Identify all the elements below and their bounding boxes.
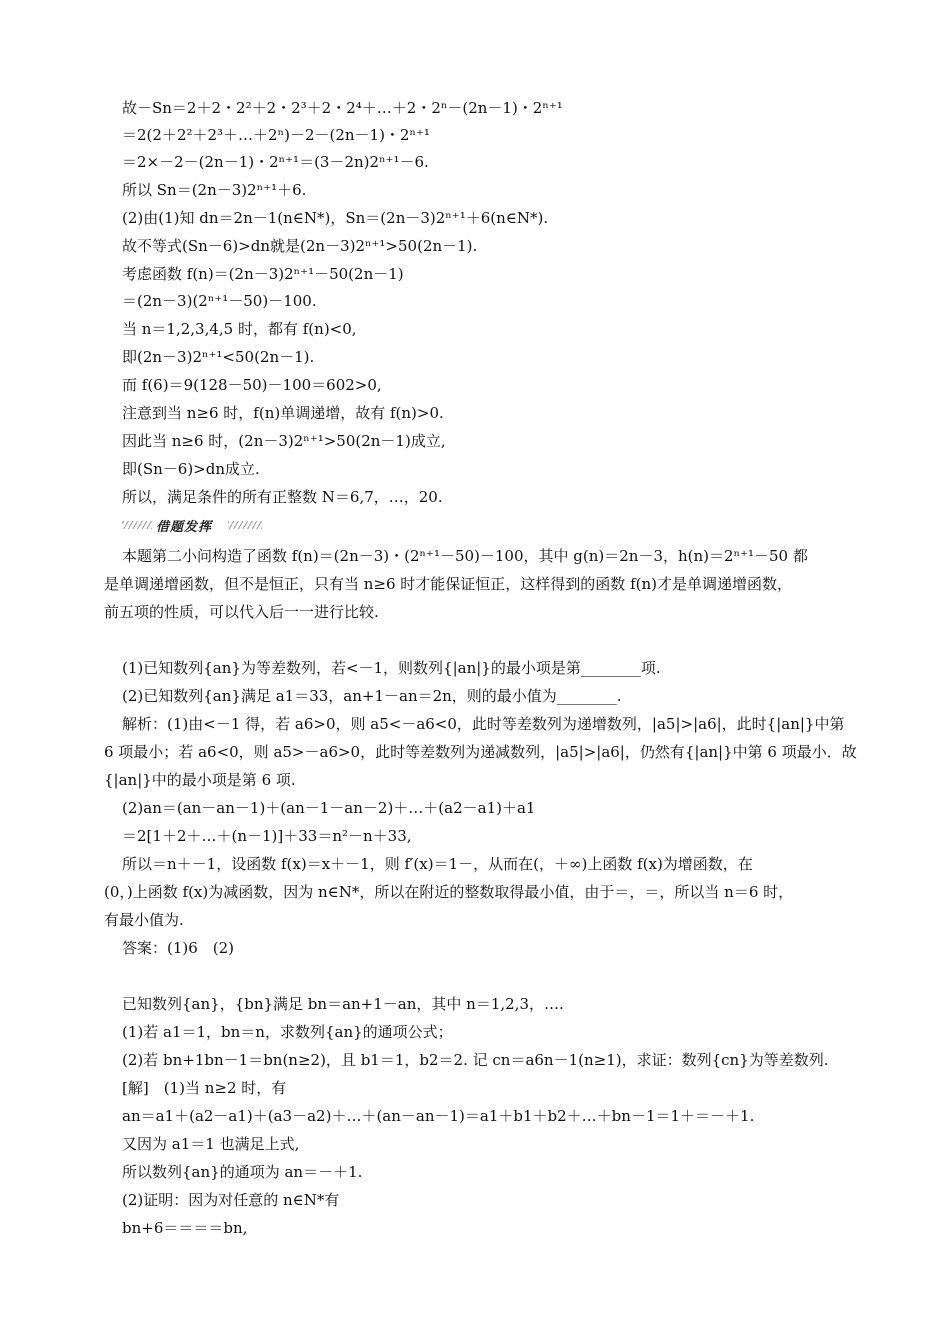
text-line: 因此当 n≥6 时，(2n－3)2ⁿ⁺¹>50(2n－1)成立, <box>122 432 446 450</box>
solution-line: 有最小值为. <box>104 911 184 929</box>
text-line: 即(2n－3)2ⁿ⁺¹<50(2n－1). <box>122 348 315 366</box>
text-line: (2)由(1)知 dn＝2n－1(n∈N*)，Sn＝(2n－3)2ⁿ⁺¹＋6(n∈N*). <box>122 209 549 227</box>
solution-line: (2)证明：因为对任意的 n∈N*有 <box>122 1191 340 1209</box>
text-line: ＝2(2＋2²＋2³＋…＋2ⁿ)－2－(2n－1)・2ⁿ⁺¹ <box>122 126 430 144</box>
problem-line: 已知数列{an}，{bn}满足 bn＝an+1－an，其中 n＝1,2,3，…. <box>122 995 564 1013</box>
text-line: 所以 Sn＝(2n－3)2ⁿ⁺¹＋6. <box>122 181 307 199</box>
paragraph-line: 是单调递增函数，但不是恒正，只有当 n≥6 时才能保证恒正，这样得到的函数 f(n)才是单调递增函数， <box>104 575 792 593</box>
text-line: 即(Sn－6)>dn成立. <box>122 460 260 478</box>
text-line: 故不等式(Sn－6)>dn就是(2n－3)2ⁿ⁺¹>50(2n－1). <box>122 237 478 255</box>
solution-line: ＝2[1＋2＋…＋(n－1)]＋33＝n²－n＋33, <box>122 827 412 845</box>
solution-line: (0，)上函数 f(x)为减函数，因为 n∈N*，所以在附近的整数取得最小值，由于＝，＝，所以当 n＝6 时， <box>104 883 794 901</box>
answer-line: 答案：(1)6 (2) <box>122 939 235 957</box>
solution-line: 又因为 a1＝1 也满足上式, <box>122 1135 300 1153</box>
problem-line: (1)已知数列{an}为等差数列，若<－1，则数列{|an|}的最小项是第________项. <box>122 659 661 677</box>
solution-line: [解] (1)当 n≥2 时，有 <box>122 1079 287 1097</box>
problem-line: (2)若 bn+1bn－1＝bn(n≥2)，且 b1＝1，b2＝2. 记 cn＝a6n－1(n≥1)，求证：数列{cn}为等差数列. <box>122 1051 829 1069</box>
solution-line: bn+6＝＝＝＝bn, <box>122 1219 248 1237</box>
solution-line: (2)an＝(an－an－1)＋(an－1－an－2)＋…＋(a2－a1)＋a1 <box>122 799 536 817</box>
solution-line: 所以数列{an}的通项为 an＝－＋1. <box>122 1163 363 1181</box>
solution-line: 6 项最小；若 a6<0，则 a5>－a6>0，此时等差数列为递减数列，|a5|>|a6|，仍然有{|an|}中第 6 项最小．故 <box>104 743 857 761</box>
problem-line: (1)若 a1＝1，bn＝n，求数列{an}的通项公式； <box>122 1023 453 1041</box>
section-divider <box>122 518 267 535</box>
text-line: 考虑函数 f(n)＝(2n－3)2ⁿ⁺¹－50(2n－1) <box>122 265 404 283</box>
text-line: 所以，满足条件的所有正整数 N＝6,7，…，20. <box>122 488 443 506</box>
text-line: 而 f(6)＝9(128－50)－100＝602>0, <box>122 376 382 394</box>
hatch-decoration-icon <box>122 521 152 529</box>
solution-line: {|an|}中的最小项是第 6 项. <box>104 771 296 789</box>
text-line: 注意到当 n≥6 时，f(n)单调递增，故有 f(n)>0. <box>122 404 444 422</box>
problem-line: (2)已知数列{an}满足 a1＝33，an+1－an＝2n，则的最小值为________. <box>122 687 622 705</box>
text-line: 故－Sn＝2＋2・2²＋2・2³＋2・2⁴＋…＋2・2ⁿ－(2n－1)・2ⁿ⁺¹ <box>122 99 563 117</box>
paragraph-line: 前五项的性质，可以代入后一一进行比较. <box>104 603 379 621</box>
solution-line: 所以＝n＋－1，设函数 f(x)＝x＋－1，则 f′(x)＝1－，从而在(，＋∞)上函数 f(x)为增函数，在 <box>122 855 753 873</box>
solution-line: an＝a1＋(a2－a1)＋(a3－a2)＋…＋(an－an－1)＝a1＋b1＋b2＋…＋bn－1＝1＋＝－＋1. <box>122 1107 755 1125</box>
text-line: 当 n＝1,2,3,4,5 时，都有 f(n)<0, <box>122 320 357 338</box>
hatch-decoration-icon <box>228 521 262 529</box>
text-line: ＝(2n－3)(2ⁿ⁺¹－50)－100. <box>122 292 317 310</box>
section-heading: 借题发挥 <box>156 520 213 535</box>
paragraph-line: 本题第二小问构造了函数 f(n)＝(2n－3)・(2ⁿ⁺¹－50)－100，其中 g(n)＝2n－3，h(n)＝2ⁿ⁺¹－50 都 <box>122 547 808 565</box>
solution-line: 解析：(1)由<－1 得，若 a6>0，则 a5<－a6<0，此时等差数列为递增数列，|a5|>|a6|，此时{|an|}中第 <box>122 715 845 733</box>
text-line: ＝2×－2－(2n－1)・2ⁿ⁺¹＝(3－2n)2ⁿ⁺¹－6. <box>122 153 429 171</box>
